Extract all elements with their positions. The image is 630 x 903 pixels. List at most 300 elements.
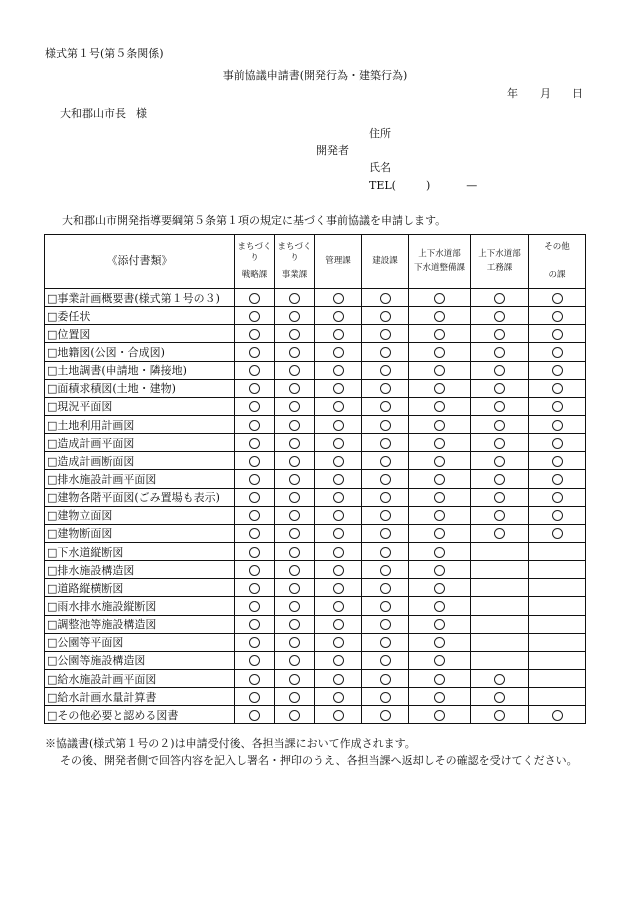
mark-cell <box>409 289 471 307</box>
circle-mark-icon <box>289 474 300 485</box>
mark-cell <box>235 325 275 343</box>
circle-mark-icon <box>434 637 445 648</box>
mark-cell <box>529 506 586 524</box>
circle-mark-icon <box>380 674 391 685</box>
addressee-name: 大和郡山市長 <box>60 107 126 120</box>
circle-mark-icon <box>249 528 260 539</box>
table-row <box>45 434 586 452</box>
mark-cell <box>315 651 362 669</box>
table-row <box>45 706 586 724</box>
circle-mark-icon <box>380 637 391 648</box>
circle-mark-icon <box>289 601 300 612</box>
circle-mark-icon <box>249 692 260 703</box>
mark-cell <box>362 597 409 615</box>
doc-name-cell[interactable]: □土地調書(申請地・隣接地) <box>45 361 235 379</box>
mark-cell <box>235 615 275 633</box>
circle-mark-icon <box>380 619 391 630</box>
doc-name-cell[interactable]: □雨水排水施設縦断図 <box>45 597 235 615</box>
mark-cell <box>275 561 315 579</box>
circle-mark-icon <box>434 655 445 666</box>
page-title: 事前協議申請書(開発行為・建築行為) <box>222 69 408 82</box>
doc-name-cell[interactable]: □建物各階平面図(ごみ置場も表示) <box>45 488 235 506</box>
mark-cell <box>529 379 586 397</box>
mark-cell <box>529 542 586 560</box>
column-header: 管理課 <box>315 235 362 289</box>
mark-cell <box>409 470 471 488</box>
mark-cell <box>529 452 586 470</box>
column-header: 上下水道部 下水道整備課 <box>409 235 471 289</box>
mark-cell <box>315 688 362 706</box>
mark-cell <box>275 524 315 542</box>
circle-mark-icon <box>333 420 344 431</box>
mark-cell <box>529 289 586 307</box>
mark-cell <box>315 506 362 524</box>
mark-cell <box>362 506 409 524</box>
circle-mark-icon <box>494 474 505 485</box>
circle-mark-icon <box>552 510 563 521</box>
table-row <box>45 470 586 488</box>
table-row <box>45 669 586 687</box>
mark-cell <box>315 706 362 724</box>
circle-mark-icon <box>333 547 344 558</box>
mark-cell <box>471 524 529 542</box>
doc-name-cell[interactable]: □下水道縦断図 <box>45 542 235 560</box>
doc-name-cell[interactable]: □給水計画水量計算書 <box>45 688 235 706</box>
circle-mark-icon <box>552 420 563 431</box>
circle-mark-icon <box>494 528 505 539</box>
circle-mark-icon <box>552 329 563 340</box>
circle-mark-icon <box>249 674 260 685</box>
mark-cell <box>409 688 471 706</box>
circle-mark-icon <box>333 583 344 594</box>
mark-cell <box>315 470 362 488</box>
mark-cell <box>471 615 529 633</box>
doc-column-header: 《添付書類》 <box>45 235 235 289</box>
mark-cell <box>275 579 315 597</box>
tel-paren-close: ) <box>425 179 431 192</box>
circle-mark-icon <box>333 401 344 412</box>
table-row <box>45 343 586 361</box>
mark-cell <box>275 361 315 379</box>
circle-mark-icon <box>434 528 445 539</box>
doc-name-cell[interactable]: □排水施設構造図 <box>45 561 235 579</box>
mark-cell <box>529 615 586 633</box>
circle-mark-icon <box>289 655 300 666</box>
circle-mark-icon <box>289 311 300 322</box>
circle-mark-icon <box>380 655 391 666</box>
mark-cell <box>529 325 586 343</box>
circle-mark-icon <box>249 655 260 666</box>
mark-cell <box>409 343 471 361</box>
circle-mark-icon <box>249 510 260 521</box>
circle-mark-icon <box>289 619 300 630</box>
mark-cell <box>362 633 409 651</box>
note-2: その後、開発者側で回答内容を記入し署名・押印のうえ、各担当課へ返却しその確認を受けてください。 <box>60 754 578 767</box>
circle-mark-icon <box>249 456 260 467</box>
circle-mark-icon <box>333 619 344 630</box>
mark-cell <box>275 615 315 633</box>
mark-cell <box>409 542 471 560</box>
column-header: その他 の課 <box>529 235 586 289</box>
doc-name-cell[interactable]: □面積求積図(土地・建物) <box>45 379 235 397</box>
mark-cell <box>315 415 362 433</box>
attachments-table <box>44 234 586 724</box>
mark-cell <box>362 706 409 724</box>
mark-cell <box>362 470 409 488</box>
mark-cell <box>471 561 529 579</box>
circle-mark-icon <box>494 492 505 503</box>
circle-mark-icon <box>434 510 445 521</box>
circle-mark-icon <box>494 329 505 340</box>
mark-cell <box>275 506 315 524</box>
tel-label: TEL( <box>369 179 396 192</box>
table-row <box>45 379 586 397</box>
circle-mark-icon <box>380 474 391 485</box>
mark-cell <box>315 397 362 415</box>
table-row <box>45 415 586 433</box>
mark-cell <box>235 434 275 452</box>
mark-cell <box>235 488 275 506</box>
mark-cell <box>471 289 529 307</box>
circle-mark-icon <box>494 510 505 521</box>
mark-cell <box>362 651 409 669</box>
doc-name-cell[interactable]: □建物断面図 <box>45 524 235 542</box>
circle-mark-icon <box>333 674 344 685</box>
table-row <box>45 688 586 706</box>
circle-mark-icon <box>289 293 300 304</box>
mark-cell <box>362 688 409 706</box>
circle-mark-icon <box>380 547 391 558</box>
table-row <box>45 488 586 506</box>
table-body <box>45 289 586 724</box>
mark-cell <box>275 307 315 325</box>
mark-cell <box>275 397 315 415</box>
mark-cell <box>275 452 315 470</box>
mark-cell <box>471 361 529 379</box>
doc-name-cell[interactable]: □委任状 <box>45 307 235 325</box>
mark-cell <box>315 488 362 506</box>
mark-cell <box>529 524 586 542</box>
circle-mark-icon <box>434 674 445 685</box>
mark-cell <box>315 434 362 452</box>
circle-mark-icon <box>380 311 391 322</box>
table-row <box>45 307 586 325</box>
circle-mark-icon <box>494 438 505 449</box>
mark-cell <box>275 651 315 669</box>
doc-name-cell[interactable]: □その他必要と認める図書 <box>45 706 235 724</box>
circle-mark-icon <box>249 619 260 630</box>
mark-cell <box>362 434 409 452</box>
mark-cell <box>235 542 275 560</box>
mark-cell <box>315 325 362 343</box>
doc-name-cell[interactable]: □建物立面図 <box>45 506 235 524</box>
mark-cell <box>362 361 409 379</box>
circle-mark-icon <box>494 420 505 431</box>
addressee <box>60 108 147 119</box>
circle-mark-icon <box>434 547 445 558</box>
circle-mark-icon <box>380 583 391 594</box>
circle-mark-icon <box>249 383 260 394</box>
table-row <box>45 452 586 470</box>
mark-cell <box>471 434 529 452</box>
circle-mark-icon <box>333 311 344 322</box>
mark-cell <box>471 343 529 361</box>
mark-cell <box>529 488 586 506</box>
circle-mark-icon <box>333 692 344 703</box>
mark-cell <box>529 597 586 615</box>
circle-mark-icon <box>494 365 505 376</box>
circle-mark-icon <box>289 692 300 703</box>
circle-mark-icon <box>494 401 505 412</box>
date-day-label: 日 <box>572 87 583 100</box>
circle-mark-icon <box>289 565 300 576</box>
doc-name-cell[interactable]: □位置図 <box>45 325 235 343</box>
circle-mark-icon <box>289 438 300 449</box>
date-year-label: 年 <box>507 87 518 100</box>
column-header: まちづくり 戦略課 <box>235 235 275 289</box>
table-row <box>45 397 586 415</box>
mark-cell <box>409 307 471 325</box>
mark-cell <box>275 343 315 361</box>
mark-cell <box>235 669 275 687</box>
circle-mark-icon <box>434 329 445 340</box>
circle-mark-icon <box>249 365 260 376</box>
doc-name-cell[interactable]: □現況平面図 <box>45 397 235 415</box>
column-header: まちづくり 事業課 <box>275 235 315 289</box>
table-row <box>45 615 586 633</box>
mark-cell <box>235 343 275 361</box>
circle-mark-icon <box>434 347 445 358</box>
circle-mark-icon <box>289 492 300 503</box>
circle-mark-icon <box>333 365 344 376</box>
table-row <box>45 289 586 307</box>
circle-mark-icon <box>552 710 563 721</box>
table-row <box>45 651 586 669</box>
circle-mark-icon <box>249 401 260 412</box>
circle-mark-icon <box>333 565 344 576</box>
mark-cell <box>471 506 529 524</box>
circle-mark-icon <box>434 365 445 376</box>
mark-cell <box>315 597 362 615</box>
circle-mark-icon <box>249 637 260 648</box>
circle-mark-icon <box>434 311 445 322</box>
mark-cell <box>409 379 471 397</box>
circle-mark-icon <box>333 438 344 449</box>
table-row <box>45 361 586 379</box>
circle-mark-icon <box>289 456 300 467</box>
circle-mark-icon <box>434 692 445 703</box>
circle-mark-icon <box>380 528 391 539</box>
mark-cell <box>471 325 529 343</box>
circle-mark-icon <box>249 293 260 304</box>
circle-mark-icon <box>333 655 344 666</box>
circle-mark-icon <box>380 492 391 503</box>
mark-cell <box>471 307 529 325</box>
doc-name-cell[interactable]: □土地利用計画図 <box>45 415 235 433</box>
intro-text: 大和郡山市開発指導要綱第５条第１項の規定に基づく事前協議を申請します。 <box>62 214 447 227</box>
mark-cell <box>275 434 315 452</box>
mark-cell <box>529 470 586 488</box>
mark-cell <box>362 415 409 433</box>
mark-cell <box>471 579 529 597</box>
mark-cell <box>362 542 409 560</box>
circle-mark-icon <box>434 601 445 612</box>
mark-cell <box>275 688 315 706</box>
mark-cell <box>275 597 315 615</box>
mark-cell <box>409 325 471 343</box>
table-row <box>45 542 586 560</box>
addressee-honorific: 様 <box>136 107 147 120</box>
mark-cell <box>315 343 362 361</box>
mark-cell <box>235 289 275 307</box>
mark-cell <box>409 488 471 506</box>
mark-cell <box>529 361 586 379</box>
mark-cell <box>362 343 409 361</box>
doc-name-cell[interactable]: □公園等施設構造図 <box>45 651 235 669</box>
mark-cell <box>471 688 529 706</box>
circle-mark-icon <box>289 583 300 594</box>
mark-cell <box>235 524 275 542</box>
mark-cell <box>235 307 275 325</box>
circle-mark-icon <box>380 601 391 612</box>
circle-mark-icon <box>552 365 563 376</box>
circle-mark-icon <box>333 528 344 539</box>
doc-name-cell[interactable]: □造成計画平面図 <box>45 434 235 452</box>
table-row <box>45 325 586 343</box>
mark-cell <box>471 488 529 506</box>
doc-name-cell[interactable]: □事業計画概要書(様式第１号の３) <box>45 289 235 307</box>
doc-name-cell[interactable]: □調整池等施設構造図 <box>45 615 235 633</box>
circle-mark-icon <box>434 293 445 304</box>
mark-cell <box>235 688 275 706</box>
circle-mark-icon <box>289 547 300 558</box>
mark-cell <box>275 633 315 651</box>
mark-cell <box>409 597 471 615</box>
circle-mark-icon <box>289 401 300 412</box>
mark-cell <box>235 452 275 470</box>
mark-cell <box>315 307 362 325</box>
circle-mark-icon <box>552 474 563 485</box>
circle-mark-icon <box>289 510 300 521</box>
doc-name-cell[interactable]: □排水施設計画平面図 <box>45 470 235 488</box>
mark-cell <box>409 615 471 633</box>
circle-mark-icon <box>380 456 391 467</box>
circle-mark-icon <box>434 583 445 594</box>
circle-mark-icon <box>249 474 260 485</box>
mark-cell <box>315 542 362 560</box>
mark-cell <box>235 379 275 397</box>
mark-cell <box>409 434 471 452</box>
circle-mark-icon <box>249 492 260 503</box>
table-row <box>45 597 586 615</box>
circle-mark-icon <box>380 692 391 703</box>
circle-mark-icon <box>434 401 445 412</box>
doc-name-cell[interactable]: □地籍図(公図・合成図) <box>45 343 235 361</box>
circle-mark-icon <box>289 420 300 431</box>
mark-cell <box>362 379 409 397</box>
circle-mark-icon <box>249 601 260 612</box>
circle-mark-icon <box>552 401 563 412</box>
doc-name-cell[interactable]: □給水施設計画平面図 <box>45 669 235 687</box>
mark-cell <box>529 633 586 651</box>
circle-mark-icon <box>380 565 391 576</box>
mark-cell <box>471 706 529 724</box>
circle-mark-icon <box>289 383 300 394</box>
mark-cell <box>315 561 362 579</box>
mark-cell <box>275 542 315 560</box>
circle-mark-icon <box>289 637 300 648</box>
mark-cell <box>235 415 275 433</box>
circle-mark-icon <box>289 347 300 358</box>
mark-cell <box>529 669 586 687</box>
mark-cell <box>362 615 409 633</box>
mark-cell <box>275 669 315 687</box>
circle-mark-icon <box>552 293 563 304</box>
mark-cell <box>409 506 471 524</box>
mark-cell <box>409 415 471 433</box>
circle-mark-icon <box>434 456 445 467</box>
doc-name-cell[interactable]: □公園等平面図 <box>45 633 235 651</box>
mark-cell <box>275 470 315 488</box>
mark-cell <box>529 688 586 706</box>
mark-cell <box>362 452 409 470</box>
name-label: 氏名 <box>369 161 391 174</box>
mark-cell <box>529 397 586 415</box>
circle-mark-icon <box>380 710 391 721</box>
circle-mark-icon <box>494 710 505 721</box>
mark-cell <box>471 379 529 397</box>
circle-mark-icon <box>249 565 260 576</box>
mark-cell <box>235 506 275 524</box>
mark-cell <box>409 669 471 687</box>
circle-mark-icon <box>289 674 300 685</box>
mark-cell <box>471 633 529 651</box>
mark-cell <box>235 561 275 579</box>
mark-cell <box>529 579 586 597</box>
table-header-row <box>45 235 586 289</box>
circle-mark-icon <box>249 547 260 558</box>
circle-mark-icon <box>434 438 445 449</box>
mark-cell <box>315 379 362 397</box>
circle-mark-icon <box>552 311 563 322</box>
circle-mark-icon <box>434 383 445 394</box>
table-row <box>45 561 586 579</box>
circle-mark-icon <box>380 420 391 431</box>
mark-cell <box>529 343 586 361</box>
mark-cell <box>471 542 529 560</box>
mark-cell <box>471 597 529 615</box>
circle-mark-icon <box>380 510 391 521</box>
circle-mark-icon <box>249 329 260 340</box>
circle-mark-icon <box>249 583 260 594</box>
doc-name-cell[interactable]: □道路縦横断図 <box>45 579 235 597</box>
date-month-label: 月 <box>540 87 551 100</box>
circle-mark-icon <box>333 293 344 304</box>
circle-mark-icon <box>289 710 300 721</box>
mark-cell <box>471 470 529 488</box>
circle-mark-icon <box>552 383 563 394</box>
circle-mark-icon <box>434 420 445 431</box>
circle-mark-icon <box>333 601 344 612</box>
mark-cell <box>275 706 315 724</box>
mark-cell <box>235 579 275 597</box>
circle-mark-icon <box>380 365 391 376</box>
circle-mark-icon <box>289 365 300 376</box>
mark-cell <box>409 452 471 470</box>
circle-mark-icon <box>380 293 391 304</box>
doc-name-cell[interactable]: □造成計画断面図 <box>45 452 235 470</box>
mark-cell <box>275 488 315 506</box>
